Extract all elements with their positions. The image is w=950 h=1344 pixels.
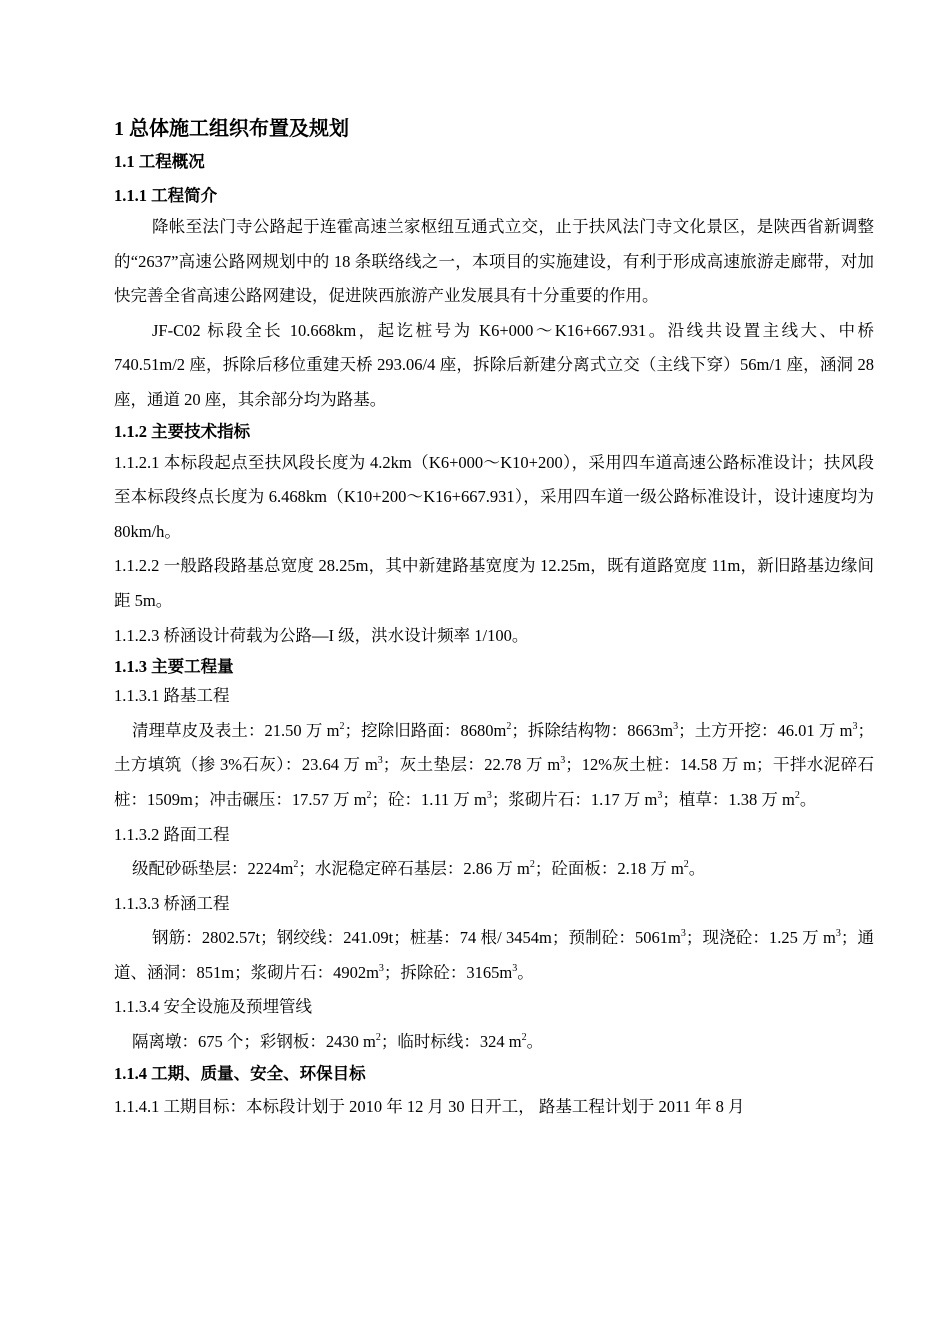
- heading-1: 1 总体施工组织布置及规划: [114, 118, 349, 140]
- bridge-quantities: 钢筋：2802.57t；钢绞线：241.09t；桩基：74 根/ 3454m；预制砼：$5061m^3$；现浇砼：1.25 万 $m^3$；通道、涵洞：851m；浆砌片石：$4902m^3$；拆除砼：$3165m^3$。: [114, 928, 875, 982]
- intro-paragraph-1: 降帐至法门寺公路起于连霍高速兰家枢纽互通式立交，止于扶风法门寺文化景区，是陕西省新调整的“2637”高速公路网规划中的 18 条联络线之一，本项目的实施建设，有利于形成高速旅游走廊带，对加快完善全省高速公路网建设，促进陕西旅游产业发展具有十分重要的作用。: [114, 217, 874, 306]
- document-body: [114, 114, 874, 1124]
- safety-title: 1.1.3.4 安全设施及预埋管线: [114, 997, 312, 1017]
- pavement-title: 1.1.3.2 路面工程: [114, 824, 230, 844]
- heading-1-1: 1.1 工程概况: [114, 152, 205, 171]
- spec-item-1: 1.1.2.1 本标段起点至扶风段长度为 4.2km（K6+000～K10+200），采用四车道高速公路标准设计；扶风段至本标段终点长度为 6.468km（K10+200～K16+667.931），采用四车道一级公路标准设计，设计速度均为 80km/h。: [114, 452, 874, 541]
- safety-quantities: 隔离墩：675 个；彩钢板：2430 $m^2$；临时标线：324 $m^2$。: [132, 1032, 544, 1052]
- heading-1-1-2: 1.1.2 主要技术指标: [114, 421, 251, 441]
- spec-item-3: 1.1.2.3 桥涵设计荷载为公路—I 级，洪水设计频率 1/100。: [114, 625, 529, 645]
- pavement-quantities: 级配砂砾垫层：$2224m^2$；水泥稳定碎石基层：2.86 万 $m^2$；砼面板：2.18 万 $m^2$。: [132, 859, 706, 879]
- heading-1-1-3: 1.1.3 主要工程量: [114, 657, 234, 677]
- goal-item-1: 1.1.4.1 工期目标：本标段计划于 2010 年 12 月 30 日开工， 路基工程计划于 2011 年 8 月: [114, 1096, 745, 1116]
- heading-1-1-4: 1.1.4 工期、质量、安全、环保目标: [114, 1063, 366, 1083]
- heading-1-1-1: 1.1.1 工程简介: [114, 186, 218, 205]
- roadbed-quantities: 清理草皮及表土：21.50 万 $m^2$；挖除旧路面：$8680m^2$；拆除结构物：$8663m^3$；土方开挖：46.01 万 $m^3$；土方填筑（掺 3%石灰）：23.64 万 $m^3$；灰土垫层：22.78 万 $m^3$；12%灰土桩：14.58 万 m；干拌水泥碎石桩：1509m；冲击碾压：17.57 万 $m^2$；砼：1.11 万 $m^3$；浆砌片石：1.17 万 $m^3$；植草：1.38 万 $m^2$。: [114, 720, 874, 809]
- bridge-title: 1.1.3.3 桥涵工程: [114, 893, 230, 913]
- roadbed-title: 1.1.3.1 路基工程: [114, 686, 230, 706]
- intro-paragraph-2: JF-C02 标段全长 10.668km，起讫桩号为 K6+000～K16+667.931。沿线共设置主线大、中桥 740.51m/2 座，拆除后移位重建天桥 293.06/4 座，拆除后新建分离式立交（主线下穿）56m/1 座，涵洞 28 座，通道 20 座，其余部分均为路基。: [114, 320, 874, 409]
- spec-item-2: 1.1.2.2 一般路段路基总宽度 28.25m，其中新建路基宽度为 12.25m，既有道路宽度 11m，新旧路基边缘间距 5m。: [114, 556, 874, 610]
